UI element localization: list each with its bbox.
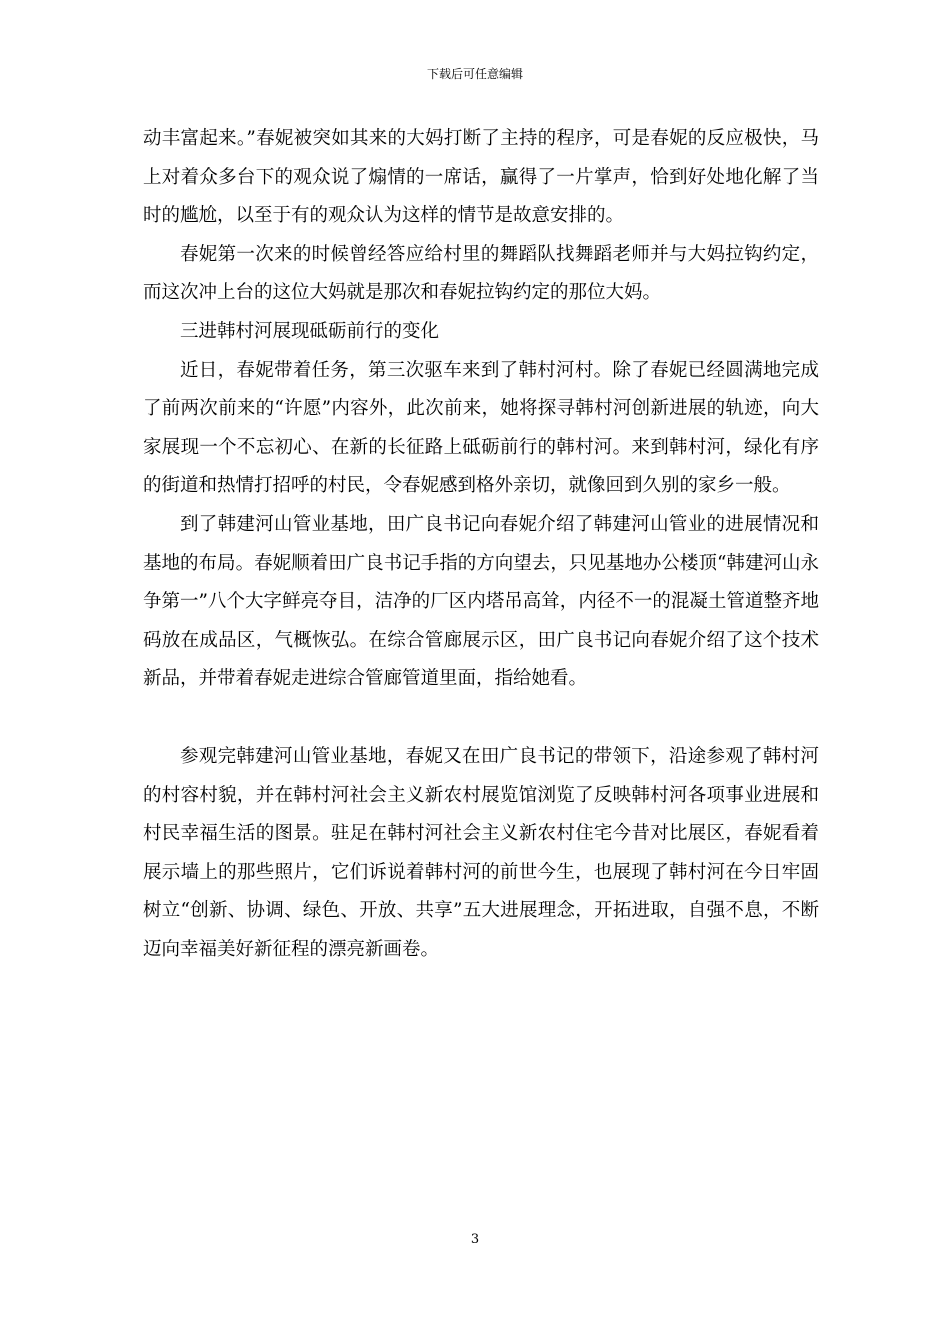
paragraph-2: 春妮第一次来的时候曾经答应给村里的舞蹈队找舞蹈老师并与大妈拉钩约定，而这次冲上台的这位大妈就是那次和春妮拉钩约定的那位大妈。 [143,243,819,304]
paragraph-5: 参观完韩建河山管业基地，春妮又在田广良书记的带领下，沿途参观了韩村河的村容村貌，并在韩村河社会主义新农村展览馆浏览了反映韩村河各项事业进展和村民幸福生活的图景。驻足在韩村河社会主义新农村住宅今昔对比展区，春妮看着展示墙上的那些照片，它们诉说着韩村河的前世今生，也展现了韩村河在今日牢固树立“创新、协调、绿色、开放、共享”五大进展理念，开拓进取，自强不息，不断迈向幸福美好新征程的漂亮新画卷。 [143,745,819,960]
page-header: 下载后可任意编辑 [426,67,523,81]
document-body [143,120,819,969]
section-heading: 三进韩村河展现砥砺前行的变化 [180,320,440,342]
paragraph-3: 近日，春妮带着任务，第三次驱车来到了韩村河村。除了春妮已经圆满地完成了前两次前来的“许愿”内容外，此次前来，她将探寻韩村河创新进展的轨迹，向大家展现一个不忘初心、在新的长征路上砥砺前行的韩村河。来到韩村河，绿化有序的街道和热情打招呼的村民，令春妮感到格外亲切，就像回到久别的家乡一般。 [143,359,819,497]
paragraph-1: 动丰富起来。”春妮被突如其来的大妈打断了主持的程序，可是春妮的反应极快，马上对着众多台下的观众说了煽情的一席话，赢得了一片掌声，恰到好处地化解了当时的尴尬，以至于有的观众认为这样的情节是故意安排的。 [143,128,819,227]
paragraph-4: 到了韩建河山管业基地，田广良书记向春妮介绍了韩建河山管业的进展情况和基地的布局。春妮顺着田广良书记手指的方向望去，只见基地办公楼顶“韩建河山永争第一”八个大字鲜亮夺目，洁净的厂区内塔吊高耸，内径不一的混凝土管道整齐地码放在成品区，气概恢弘。在综合管廊展示区，田广良书记向春妮介绍了这个技术新品，并带着春妮走进综合管廊管道里面，指给她看。 [143,513,819,690]
blank-line [143,699,819,738]
page-number: 3 [470,1232,480,1247]
